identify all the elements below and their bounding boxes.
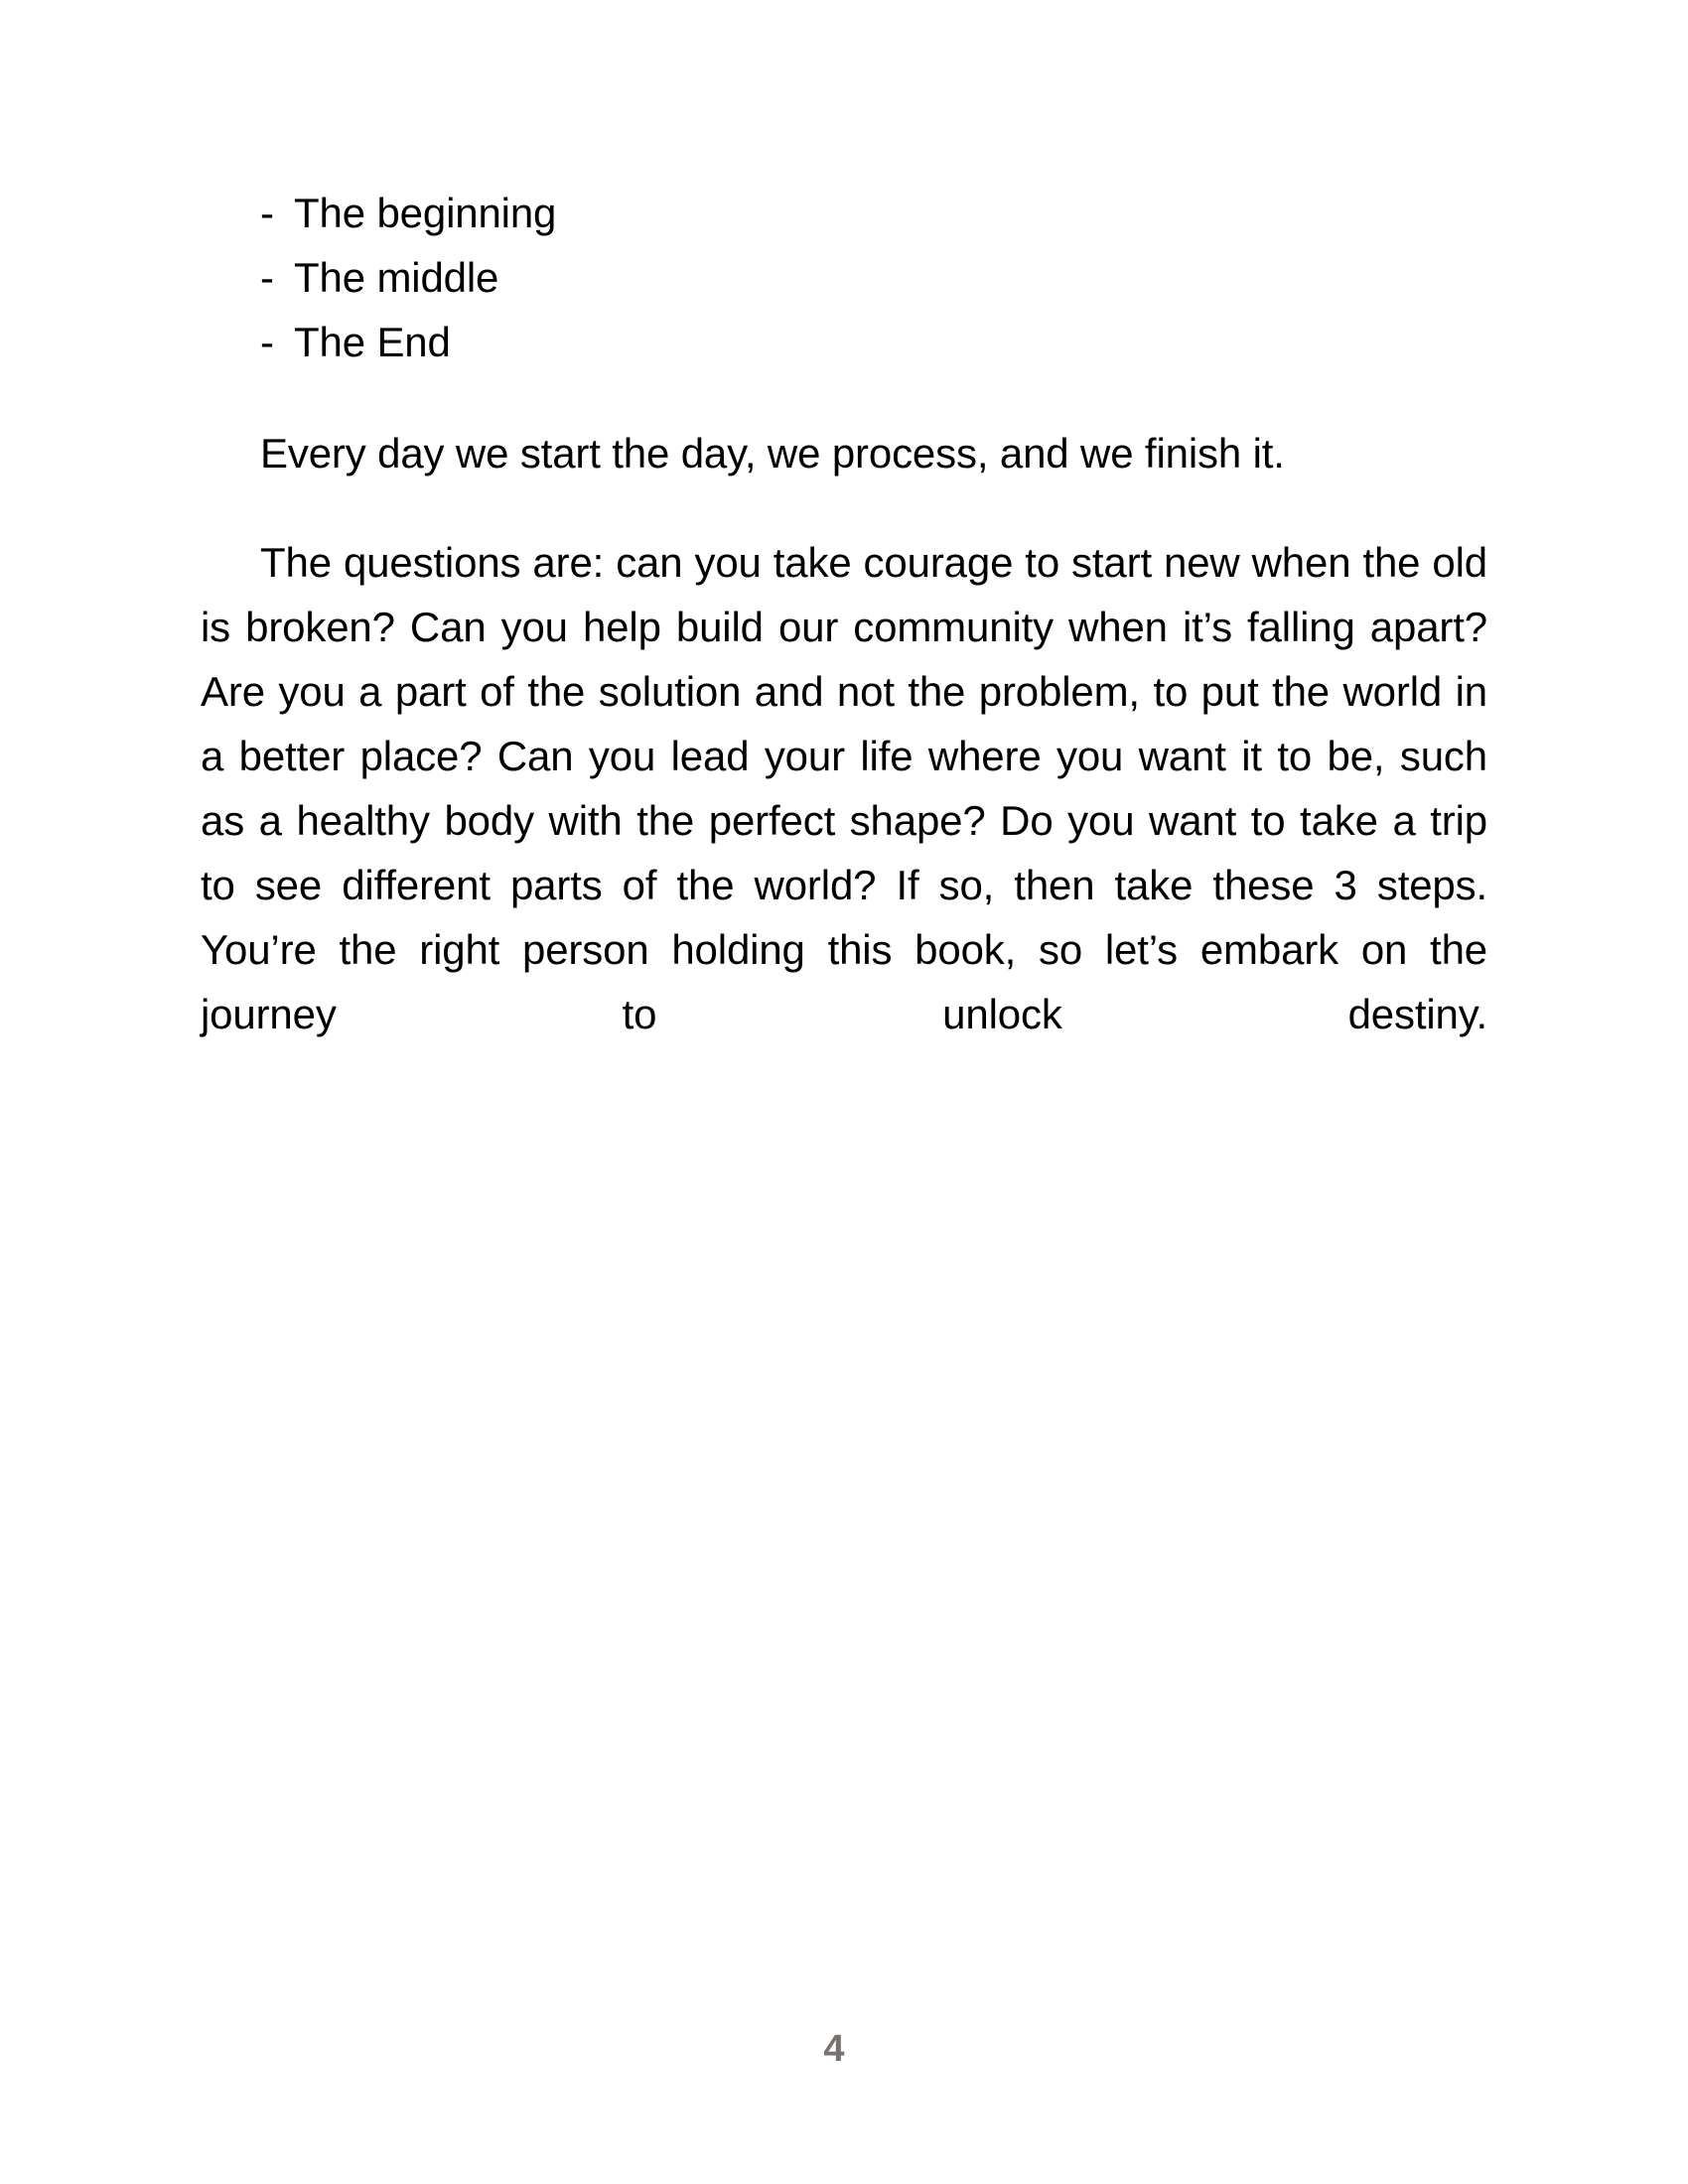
list-item bbox=[201, 310, 1487, 374]
list-item-label: The beginning bbox=[294, 190, 557, 236]
page-footer bbox=[0, 2027, 1688, 2071]
list-item-label: The End bbox=[294, 319, 451, 365]
dash-bullet-icon: - bbox=[260, 319, 274, 365]
page-content bbox=[201, 181, 1487, 1111]
page-number: 4 bbox=[823, 2028, 845, 2070]
paragraph-body: The questions are: can you take courage to start new when the old is broken? Can you help build our community when it’s falling apart? Are you a part of the solution and not the problem, to put the world in a better place? Can you lead your life where you want it to be, such as a healthy body with the perfect shape? Do you want to take a trip to see different parts of the world? If so, then take these 3 steps. You’re the right person holding this book, so let’s embark on the journey to unlock destiny. bbox=[201, 539, 1487, 1037]
list-item-label: The middle bbox=[294, 254, 499, 301]
dash-bullet-icon: - bbox=[260, 190, 274, 236]
bulleted-list bbox=[201, 181, 1487, 374]
dash-bullet-icon: - bbox=[260, 254, 274, 301]
paragraph-lead: Every day we start the day, we process, and we finish it. bbox=[260, 430, 1285, 477]
list-item bbox=[201, 245, 1487, 310]
list-item bbox=[201, 181, 1487, 245]
